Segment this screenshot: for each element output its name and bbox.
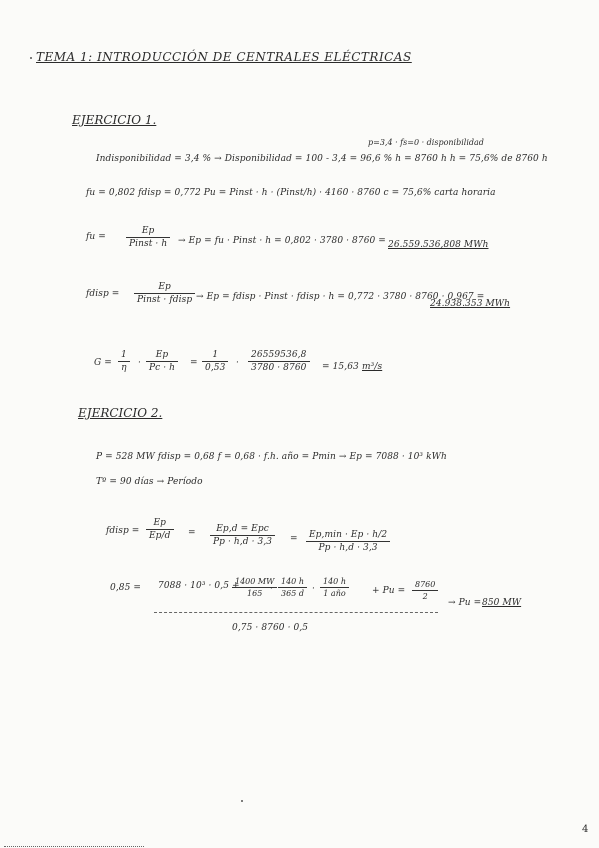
eq-b-fraction-3: 140 h 1 año	[320, 577, 349, 598]
fdisp-fraction: Ep Pinst · fdisp	[134, 282, 195, 305]
equals-sign: =	[190, 358, 198, 368]
exercise-1-line-1: Indisponibilidad = 3,4 % → Disponibilidad = 100 - 3,4 = 96,6 % h = 8760 h h = 75,6% de 8760 h	[96, 154, 548, 164]
equals-sign-b: =	[290, 534, 298, 544]
eq-a-fraction-3: Ep,min · Ep · h/2 Pp · h,d · 3,3	[306, 530, 390, 553]
eq-b-label: 0,85 =	[110, 583, 142, 593]
fu-label: fu =	[86, 232, 106, 242]
stray-dot	[241, 800, 243, 802]
eq-b-fraction-4: $\frac{8760}{2}$	[412, 580, 438, 601]
exercise-1-line-2: fu = 0,802 fdisp = 0,772 Pu = Pinst · h · (Pinst/h) · 4160 · 8760 c = 75,6% carta horaria	[86, 188, 496, 198]
page-number: 4	[582, 824, 589, 835]
eq-b-result-text: → Pu =	[448, 598, 482, 608]
g-label: G =	[94, 358, 112, 368]
eq-a-fraction-1: $\frac{Ep}{Ep/d}$	[146, 518, 174, 541]
eq-a-fraction-2: Ep,d = Epc Pp · h,d · 3,3	[210, 524, 275, 547]
g-fraction-a: $\frac{1}{\eta}$	[118, 350, 130, 373]
eq-b-term-a: 7088 · 10³ · 0,5 +	[158, 581, 240, 591]
eq-a-label: fdisp =	[106, 526, 140, 536]
exercise-2-line-2: Tº = 90 días → Período	[96, 477, 203, 487]
page-title: TEMA 1: INTRODUCCIÓN DE CENTRALES ELÉCTRICAS	[36, 50, 412, 64]
exercise-2-line-1: P = 528 MW fdisp = 0,68 f = 0,68 · f.h. año = Pmin → Ep = 7088 · 10³ kWh	[96, 452, 447, 462]
eq-b-plus: + Pu =	[372, 586, 406, 596]
g-result-unit: m³/s	[362, 362, 383, 372]
exercise-1-heading: EJERCICIO 1.	[72, 113, 157, 127]
fdisp-result-text: → Ep = fdisp · Pinst · fdisp · h = 0,772 · 3780 · 8760 · 0,967 =	[196, 292, 485, 302]
eq-b-fraction-2: $\frac{140 h}{365 d}$	[278, 577, 307, 598]
exercise-1-note: p=3,4 · fs=0 · disponibilidad	[368, 138, 484, 147]
fu-result-text: → Ep = fu · Pinst · h = 0,802 · 3780 · 8760 =	[178, 236, 386, 246]
eq-b-fraction-1: $\frac{1400 MW}{165}$	[232, 577, 277, 598]
eq-b-denominator: 0,75 · 8760 · 0,5	[232, 623, 309, 633]
fu-result-value: 26.559.536,808 MWh	[388, 240, 489, 250]
times-sign-2: ·	[236, 358, 239, 368]
fdisp-label: fdisp =	[86, 289, 120, 299]
times-sign-b2: ·	[312, 584, 315, 594]
g-fraction-b: $\frac{Ep}{Pc \cdot h}$	[146, 350, 178, 373]
times-sign: ·	[138, 358, 141, 368]
fu-fraction: Ep Pinst · h	[126, 226, 170, 249]
g-fraction-c: $\frac{1}{0,53}$	[202, 350, 228, 373]
equals-sign-a: =	[188, 528, 196, 538]
exercise-2-heading: EJERCICIO 2.	[78, 406, 163, 420]
eq-b-result-value: 850 MW	[482, 598, 522, 608]
bottom-edge-mark	[4, 846, 144, 847]
fdisp-result-value: 24.938.353 MWh	[430, 299, 511, 309]
times-sign-b1: ·	[270, 584, 273, 594]
bullet-dot	[30, 57, 32, 59]
g-result: = 15,63	[322, 362, 359, 372]
g-fraction-d: $\frac{26559536,8}{3780 \cdot 8760}$	[248, 350, 310, 373]
eq-b-fraction-bar	[154, 612, 438, 613]
